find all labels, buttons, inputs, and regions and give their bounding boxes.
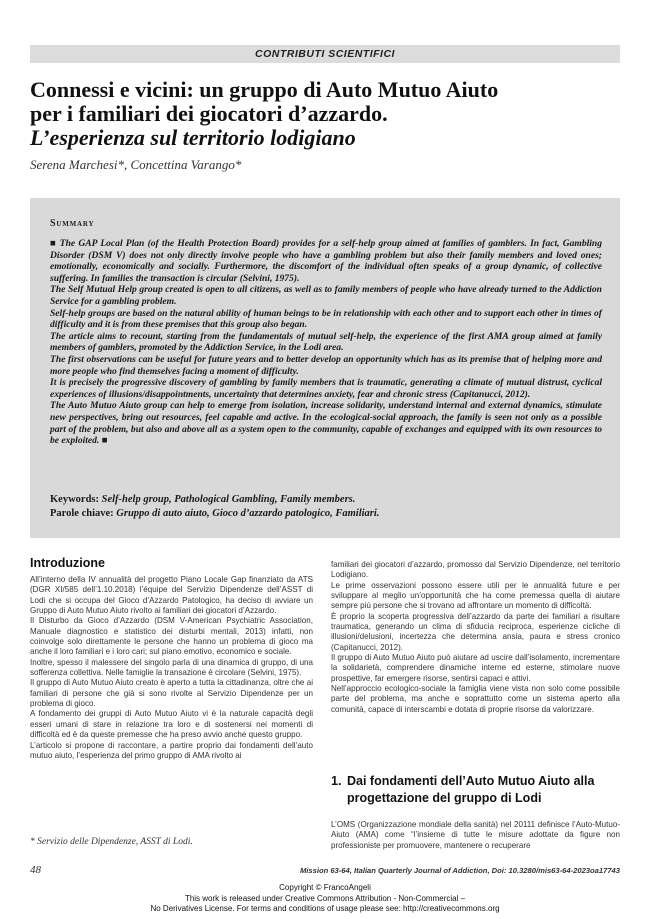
keywords-label: Keywords: <box>50 494 99 505</box>
title-line-2: per i familiari dei giocatori d’azzardo. <box>30 101 388 126</box>
keywords-text: Self-help group, Pathological Gambling, Family members. <box>101 494 356 505</box>
intro-heading: Introduzione <box>30 556 105 570</box>
article-title <box>30 78 630 150</box>
summary-paragraph: The Self Mutual Help group created is open to all citizens, as well as to family members of people who have already turned to the Addiction Service for a gambling problem. <box>50 284 602 307</box>
body-paragraph: Le prime osservazioni possono essere utili per le annualità future e per sviluppare al meglio un’opportunità che ha come premessa quella di aiutare sempre più persone che si trovano ad affrontare un momento di difficoltà. <box>331 580 620 611</box>
section-1-title-part-1: Dai fondamenti dell’Auto Mutuo Aiuto alla <box>347 774 595 788</box>
body-paragraph: Il gruppo di Auto Mutuo Aiuto creato è aperto a tutta la cittadinanza, oltre che ai familiari di persone che già si sono rivolte al Servizio Dipendenze per un problema di gioco. <box>30 678 313 709</box>
body-paragraph: Nell’approccio ecologico-sociale la famiglia viene vista non solo come possibile parte del problema, ma anche e soprattutto come un sistema aperto alla comunità, capace di interscambi e dotata di proprie risorse da valorizzare. <box>331 684 620 714</box>
body-paragraph: A fondamento dei gruppi di Auto Mutuo Aiuto vi è la naturale capacità degli esseri umani di stare in relazione tra loro e di sostenersi nei momenti di difficoltà ed è da queste premesse che ha preso avvio anche questo gruppo. <box>30 709 313 740</box>
section-1-number: 1. <box>331 774 342 788</box>
title-line-1: Connessi e vicini: un gruppo di Auto Mutuo Aiuto <box>30 77 499 102</box>
summary-paragraph: ■ The GAP Local Plan (of the Health Protection Board) provides for a self-help group aimed at families of gamblers. In fact, Gambling Disorder (DSM V) does not only directly involve people who have a gambling problem but also their family members and loved ones; emotionally, economically and socially. Furthermore, the discomfort of the individual often speaks of a group dynamic, of collective suffering. In families the transaction is circular (Selvini, 1975). <box>50 238 602 284</box>
summary-paragraph: The Auto Mutuo Aiuto group can help to emerge from isolation, increase solidarity, understand internal and external dynamics, stimulate new perspectives, bring out resources, feel capable and active. In the ecological-social approach, the family is seen not only as a possible part of the problem, but also and above all as a system open to the community, capable of exchanges and equipped with its own resources to be exploited. ■ <box>50 400 602 447</box>
copyright-line-2: This work is released under Creative Commons Attribution - Non-Commercial – <box>184 893 466 903</box>
parole-chiave-line <box>50 507 610 521</box>
body-paragraph: Il Disturbo da Gioco d’Azzardo (DSM V-American Psychiatric Association, Manuale diagnostico e statistico dei disturbi mentali, 2013) infatti, non coinvolge solo direttamente le persone che hanno un problema di gioco ma anche il loro familiari e i loro cari; sul piano emotivo, economico e sociale. <box>30 616 313 657</box>
section-1-heading <box>331 773 620 807</box>
footnote: * Servizio delle Dipendenze, ASST di Lodi. <box>30 837 193 847</box>
summary-paragraph: The first observations can be useful for future years and to better develop an opportunity which has as its premise that of helping more and more people who find themselves facing a moment of difficulty. <box>50 353 602 377</box>
right-column <box>331 560 620 715</box>
summary-box <box>30 198 620 538</box>
journal-reference: Mission 63-64, Italian Quarterly Journal of Addiction, Doi: 10.3280/mis63-64-2023oa17743 <box>299 866 620 875</box>
section-1-line-1 <box>331 773 620 790</box>
body-paragraph: Il gruppo di Auto Mutuo Aiuto può aiutare ad uscire dall’isolamento, incrementare la solidarietà, comprendere dinamiche interne ed esterne, stimolare nuove prospettive, far emergere risorse, sentirsi capaci e attivi. <box>331 653 620 683</box>
section-band: CONTRIBUTI SCIENTIFICI <box>30 45 620 63</box>
section-1-line-2: progettazione del gruppo di Lodi <box>347 791 542 805</box>
summary-paragraph: Self-help groups are based on the natural ability of human beings to be in relationship with each other and to support each other in times of difficulty and it is from these premises that this group also began. <box>50 307 602 331</box>
title-line-3: L’esperienza sul territorio lodigiano <box>30 125 356 150</box>
keywords-line <box>50 493 610 507</box>
page-number: 48 <box>30 864 41 876</box>
summary-body <box>50 238 602 447</box>
body-paragraph: familiari dei giocatori d’azzardo, promosso dal Servizio Dipendenze, nel territorio Lodigiano. <box>331 560 620 580</box>
summary-paragraph: It is precisely the progressive discovery of gambling by family members that is traumatic, generating a climate of mutual distrust, cyclical experiences of illusions/disappointments, uncertainty that determines anxiety, fear and chronic stress (Capitanucci, 2012). <box>50 377 602 400</box>
parole-chiave-label: Parole chiave: <box>50 507 114 519</box>
authors: Serena Marchesi*, Concettina Varango* <box>30 157 242 172</box>
copyright-line-1: Copyright © FrancoAngeli <box>279 883 371 892</box>
copyright-line-3: No Derivatives License. For terms and conditions of usage please see: http://creativecommons.org <box>150 904 500 913</box>
summary-paragraph: The article aims to recount, starting from the fundamentals of mutual self-help, the experience of the first AMA group aimed at family members of gamblers, promoted by the Addiction Service, in the Lodi area. <box>50 330 602 354</box>
left-column <box>30 575 313 761</box>
summary-heading: Summary <box>50 218 95 229</box>
section-1-text <box>331 820 620 851</box>
body-paragraph: È proprio la scoperta progressiva dell’azzardo da parte dei familiari a risultare traumatica, generando un clima di sfiducia reciproca, esperienze cicliche di illusioni/delusioni, incertezza che determina ansia, paura e stress cronico (Capitanucci, 2012). <box>331 611 620 652</box>
copyright-notice <box>0 883 650 915</box>
body-paragraph: L’OMS (Organizzazione mondiale della sanità) nel 20111 definisce l’Auto-Mutuo-Aiuto (AMA) come “l’insieme di tutte le misure adottate da figure non professioniste per promuovere, mantenere o recuperare <box>331 820 620 850</box>
body-paragraph: Inoltre, spesso il malessere del singolo parla di una dinamica di gruppo, di una sofferenza collettiva. Nelle famiglie la transazione è circolare (Selvini, 1975). <box>30 657 313 678</box>
body-paragraph: All’interno della IV annualità del progetto Piano Locale Gap finanziato da ATS (DGR XI/585 dell’1.10.2018) l’équipe del Servizio Dipendenze dell’ASST di Lodi che si occupa del Gioco d’Azzardo Patologico, ha deciso di avviare un Gruppo di Auto Mutuo Aiuto rivolto ai familiari dei giocatori d’Azzardo. <box>30 575 313 616</box>
body-paragraph: L’articolo si propone di raccontare, a partire proprio dai fondamenti dell’auto mutuo aiuto, l’esperienza del primo gruppo di AMA rivolto ai <box>30 740 313 760</box>
keywords-block <box>50 493 610 520</box>
parole-chiave-text: Gruppo di auto aiuto, Gioco d’azzardo patologico, Familiari. <box>116 507 380 519</box>
